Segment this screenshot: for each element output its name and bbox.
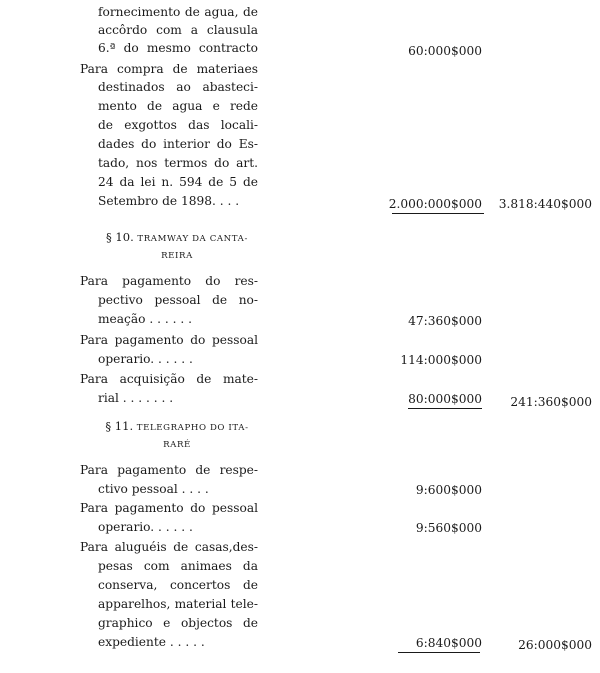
text-line: Para compra de materiaes xyxy=(80,62,258,76)
section-number: § 10. xyxy=(106,230,134,244)
text-line: conserva, concertos de xyxy=(98,578,258,592)
text-line: dades do interior do Es- xyxy=(98,137,258,151)
text-line: Setembro de 1898. . . . xyxy=(98,194,240,208)
section-heading xyxy=(82,228,272,248)
text-line: fornecimento de agua, de xyxy=(98,5,258,19)
text-line: Para pagamento de respe- xyxy=(80,463,258,477)
text-line: Para acquisição de mate- xyxy=(80,372,258,386)
text-line: 24 da lei n. 594 de 5 de xyxy=(98,175,258,189)
section-title: TRAMWAY DA CANTA- xyxy=(137,234,248,244)
text-line: pectivo pessoal de no- xyxy=(98,293,258,307)
amount: 9:560$000 xyxy=(415,521,482,535)
text-line: graphico e objectos de xyxy=(98,616,258,630)
text-line: ctivo pessoal . . . . xyxy=(98,482,209,496)
underline-rule xyxy=(392,213,484,214)
underline-rule xyxy=(398,652,480,653)
text-line: tado, nos termos do art. xyxy=(98,156,258,170)
text-line: operario. . . . . . xyxy=(98,352,193,366)
amount: 60:000$000 xyxy=(408,44,482,58)
text-line: mento de agua e rede xyxy=(98,99,258,113)
text-line: accôrdo com a clausula xyxy=(98,23,258,37)
text-line: expediente . . . . . xyxy=(98,635,205,649)
amount: 2.000:000$000 xyxy=(388,197,482,211)
amount: 114:000$000 xyxy=(400,353,482,367)
text-line: Para pagamento do pessoal xyxy=(80,501,258,515)
section-number: § 11. xyxy=(105,419,134,433)
amount: 47:360$000 xyxy=(408,314,482,328)
total-amount: 241:360$000 xyxy=(510,395,592,409)
total-amount: 26:000$000 xyxy=(518,638,592,652)
text-line: apparelhos, material tele- xyxy=(98,597,258,611)
section-title-cont: REIRA xyxy=(161,251,193,261)
text-line: operario. . . . . . xyxy=(98,520,193,534)
amount: 80:000$000 xyxy=(408,392,482,406)
text-line: 6.ª do mesmo contracto xyxy=(98,41,258,55)
text-line: rial . . . . . . . xyxy=(98,391,174,405)
section-heading xyxy=(82,417,272,437)
section-title-cont: RARÉ xyxy=(163,440,191,450)
underline-rule xyxy=(408,408,482,409)
section-title: TELEGRAPHO DO ITA- xyxy=(136,423,249,433)
text-line: pesas com animaes da xyxy=(98,559,258,573)
total-amount: 3.818:440$000 xyxy=(498,197,592,211)
text-line: Para pagamento do pessoal xyxy=(80,333,258,347)
text-line: meação . . . . . . xyxy=(98,312,192,326)
amount: 6:840$000 xyxy=(415,636,482,650)
text-line: Para aluguéis de casas,des- xyxy=(80,540,258,554)
text-line: Para pagamento do res- xyxy=(80,274,258,288)
amount: 9:600$000 xyxy=(415,483,482,497)
text-line: destinados ao abasteci- xyxy=(98,80,258,94)
text-line: de exgottos das locali- xyxy=(98,118,258,132)
